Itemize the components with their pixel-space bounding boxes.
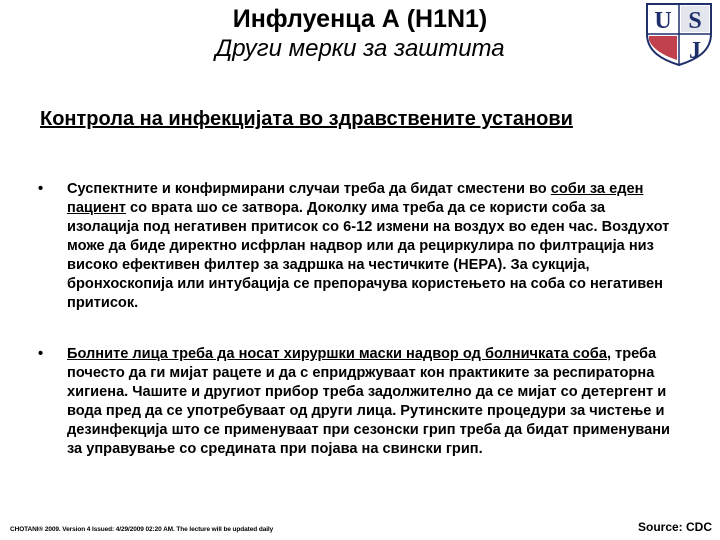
bullet-text: , треба почесто да ги мијат рацете и да с епридржуваат кон практиките за респираторна хигиена. Чашите и другиот прибор треба задолжително да се мијат со детергент и вода пред да се употребуваат од други лица. Рутинските процедури за чистење и дезинфекција што се применуваат при сезонски грип треба да бидат применувани за управување со срединатa при појава на свински грип. xyxy=(67,346,671,457)
bullet-marker: • xyxy=(38,346,44,362)
bullet-item-masks xyxy=(38,345,678,459)
university-logo-icon xyxy=(643,0,715,66)
logo-letter-s: S xyxy=(688,8,702,34)
bullet-text: Суспектните и конфирмирани случаи треба да бидат сместени во xyxy=(67,181,551,197)
footer-copyright: CHOTANI® 2009. Version 4 Issued: 4/29/2009 02:20 AM. The lecture will be updated daily xyxy=(10,526,274,533)
bullet-marker: • xyxy=(38,181,44,197)
bullet-list xyxy=(38,180,678,459)
bullet-text: со врата шо се затвора. Доколку има треба да се користи соба за изолација под негативен притисок со 6-12 измени на воздух во еден час. Воздухот може да биде директно исфрлан надвор или да рециркулира по филтрација низ високо ефективен филтер за задршка на честичките (HEPA). За сукција, бронхоскопија или интубација се препорачува користењето на соба со негативен притисок. xyxy=(67,200,670,311)
page-title: Инфлуенца А (H1N1) xyxy=(232,5,488,33)
title-block xyxy=(0,4,720,64)
bullet-text-underlined: соби за еден пациент xyxy=(67,181,644,216)
logo-letter-j: J xyxy=(689,38,701,64)
bullet-text-underlined: Болните лица треба да носат хируршки маски надвор од болничката соба xyxy=(67,346,607,362)
logo-letter-u: U xyxy=(654,8,672,34)
section-heading: Контрола на инфекцијата во здравствените установи xyxy=(40,108,573,130)
footer-source: Source: CDC xyxy=(637,520,712,534)
bullet-item-isolation xyxy=(38,180,678,313)
page-subtitle: Други мерки за заштита xyxy=(215,35,505,62)
